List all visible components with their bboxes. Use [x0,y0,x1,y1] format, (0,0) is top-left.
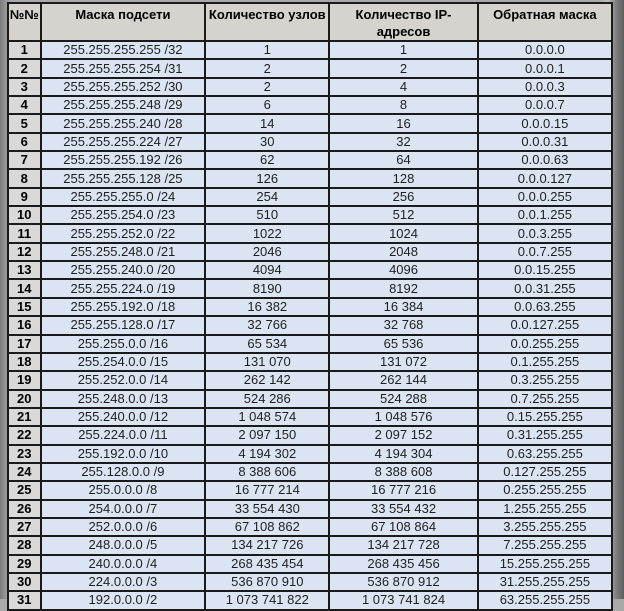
cell-ip-count: 16 [329,114,477,132]
cell-subnet-mask: 255.128.0.0 /9 [41,463,206,481]
cell-wildcard-mask: 0.127.255.255 [478,463,612,481]
cell-row-number: 24 [8,463,41,481]
table-row [8,133,612,151]
table-row [8,500,612,518]
cell-host-count: 134 217 726 [205,536,329,554]
cell-wildcard-mask: 0.255.255.255 [478,481,612,499]
table-row [8,335,612,353]
header-subnet-mask: Маска подсети [41,3,206,41]
table-row [8,59,612,77]
cell-wildcard-mask: 0.0.0.3 [478,78,612,96]
cell-ip-count: 8 [329,96,477,114]
cell-wildcard-mask: 0.0.0.127 [478,169,612,187]
cell-wildcard-mask: 0.0.127.255 [478,316,612,334]
cell-host-count: 1022 [205,224,329,242]
table-row [8,151,612,169]
header-host-count: Количество узлов [205,3,329,41]
cell-wildcard-mask: 0.1.255.255 [478,353,612,371]
cell-row-number: 26 [8,500,41,518]
cell-wildcard-mask: 0.0.1.255 [478,206,612,224]
cell-ip-count: 2048 [329,243,477,261]
cell-host-count: 1 048 574 [205,408,329,426]
cell-subnet-mask: 255.255.255.192 /26 [41,151,206,169]
cell-ip-count: 2 [329,59,477,77]
header-wildcard-mask: Обратная маска [478,3,612,41]
header-ip-count: Количество IP-адресов [329,3,477,41]
cell-row-number: 22 [8,426,41,444]
cell-subnet-mask: 255.255.255.252 /30 [41,78,206,96]
cell-wildcard-mask: 7.255.255.255 [478,536,612,554]
cell-row-number: 1 [8,41,41,59]
cell-ip-count: 8192 [329,279,477,297]
table-row [8,279,612,297]
cell-subnet-mask: 255.224.0.0 /11 [41,426,206,444]
cell-ip-count: 536 870 912 [329,573,477,591]
cell-subnet-mask: 255.255.240.0 /20 [41,261,206,279]
table-row [8,555,612,573]
table-header [8,3,612,41]
cell-wildcard-mask: 0.0.63.255 [478,298,612,316]
cell-row-number: 4 [8,96,41,114]
table-row [8,408,612,426]
table-row [8,96,612,114]
cell-ip-count: 67 108 864 [329,518,477,536]
cell-subnet-mask: 254.0.0.0 /7 [41,500,206,518]
cell-host-count: 254 [205,188,329,206]
cell-wildcard-mask: 0.0.0.63 [478,151,612,169]
cell-host-count: 33 554 430 [205,500,329,518]
cell-subnet-mask: 255.255.255.224 /27 [41,133,206,151]
cell-subnet-mask: 255.255.255.255 /32 [41,41,206,59]
cell-host-count: 131 070 [205,353,329,371]
header-row [8,3,612,41]
cell-wildcard-mask: 0.15.255.255 [478,408,612,426]
cell-host-count: 14 [205,114,329,132]
cell-ip-count: 32 [329,133,477,151]
cell-subnet-mask: 255.240.0.0 /12 [41,408,206,426]
cell-ip-count: 128 [329,169,477,187]
cell-wildcard-mask: 0.0.7.255 [478,243,612,261]
cell-row-number: 20 [8,390,41,408]
cell-host-count: 524 286 [205,390,329,408]
cell-wildcard-mask: 0.0.0.31 [478,133,612,151]
cell-host-count: 268 435 454 [205,555,329,573]
cell-subnet-mask: 255.254.0.0 /15 [41,353,206,371]
cell-wildcard-mask: 3.255.255.255 [478,518,612,536]
cell-subnet-mask: 255.248.0.0 /13 [41,390,206,408]
table-row [8,243,612,261]
header-row-number: №№ [8,3,41,41]
cell-host-count: 4094 [205,261,329,279]
cell-host-count: 16 382 [205,298,329,316]
cell-host-count: 30 [205,133,329,151]
cell-subnet-mask: 224.0.0.0 /3 [41,573,206,591]
cell-subnet-mask: 255.255.255.240 /28 [41,114,206,132]
cell-host-count: 65 534 [205,335,329,353]
table-row [8,78,612,96]
cell-row-number: 8 [8,169,41,187]
cell-ip-count: 1 073 741 824 [329,591,477,609]
cell-ip-count: 65 536 [329,335,477,353]
cell-host-count: 1 [205,41,329,59]
cell-ip-count: 64 [329,151,477,169]
cell-row-number: 5 [8,114,41,132]
table-row [8,188,612,206]
cell-row-number: 19 [8,371,41,389]
cell-row-number: 2 [8,59,41,77]
table-row [8,114,612,132]
table-row [8,261,612,279]
cell-host-count: 2 097 150 [205,426,329,444]
cell-row-number: 13 [8,261,41,279]
cell-wildcard-mask: 0.63.255.255 [478,445,612,463]
cell-row-number: 7 [8,151,41,169]
cell-wildcard-mask: 0.0.0.15 [478,114,612,132]
cell-row-number: 6 [8,133,41,151]
cell-ip-count: 1 048 576 [329,408,477,426]
subnet-table-body [8,41,612,610]
cell-wildcard-mask: 15.255.255.255 [478,555,612,573]
cell-wildcard-mask: 0.0.3.255 [478,224,612,242]
cell-ip-count: 1024 [329,224,477,242]
cell-row-number: 27 [8,518,41,536]
cell-row-number: 23 [8,445,41,463]
cell-host-count: 1 073 741 822 [205,591,329,609]
cell-row-number: 15 [8,298,41,316]
cell-host-count: 4 194 302 [205,445,329,463]
cell-wildcard-mask: 1.255.255.255 [478,500,612,518]
cell-wildcard-mask: 0.0.0.7 [478,96,612,114]
cell-wildcard-mask: 0.0.15.255 [478,261,612,279]
table-row [8,573,612,591]
cell-row-number: 3 [8,78,41,96]
table-row [8,206,612,224]
table-row [8,536,612,554]
cell-subnet-mask: 248.0.0.0 /5 [41,536,206,554]
table-row [8,426,612,444]
cell-ip-count: 4 [329,78,477,96]
cell-host-count: 62 [205,151,329,169]
cell-host-count: 2 [205,59,329,77]
cell-row-number: 29 [8,555,41,573]
table-row [8,591,612,609]
cell-host-count: 16 777 214 [205,481,329,499]
subnet-mask-table [7,2,613,611]
cell-subnet-mask: 255.0.0.0 /8 [41,481,206,499]
cell-subnet-mask: 255.255.255.248 /29 [41,96,206,114]
cell-subnet-mask: 240.0.0.0 /4 [41,555,206,573]
cell-ip-count: 2 097 152 [329,426,477,444]
table-row [8,463,612,481]
table-row [8,518,612,536]
cell-row-number: 18 [8,353,41,371]
cell-ip-count: 262 144 [329,371,477,389]
table-row [8,224,612,242]
cell-ip-count: 4096 [329,261,477,279]
cell-row-number: 11 [8,224,41,242]
cell-host-count: 8190 [205,279,329,297]
cell-subnet-mask: 255.255.252.0 /22 [41,224,206,242]
cell-ip-count: 1 [329,41,477,59]
cell-ip-count: 32 768 [329,316,477,334]
cell-wildcard-mask: 0.0.255.255 [478,335,612,353]
cell-host-count: 32 766 [205,316,329,334]
cell-row-number: 21 [8,408,41,426]
cell-row-number: 10 [8,206,41,224]
cell-row-number: 31 [8,591,41,609]
cell-host-count: 536 870 910 [205,573,329,591]
cell-host-count: 67 108 862 [205,518,329,536]
cell-ip-count: 8 388 608 [329,463,477,481]
table-row [8,353,612,371]
cell-wildcard-mask: 31.255.255.255 [478,573,612,591]
cell-row-number: 14 [8,279,41,297]
cell-ip-count: 4 194 304 [329,445,477,463]
cell-subnet-mask: 192.0.0.0 /2 [41,591,206,609]
cell-row-number: 16 [8,316,41,334]
cell-wildcard-mask: 63.255.255.255 [478,591,612,609]
table-row [8,41,612,59]
cell-subnet-mask: 255.255.192.0 /18 [41,298,206,316]
cell-wildcard-mask: 0.0.31.255 [478,279,612,297]
table-row [8,445,612,463]
cell-ip-count: 268 435 456 [329,555,477,573]
table-row [8,169,612,187]
cell-subnet-mask: 255.255.254.0 /23 [41,206,206,224]
cell-subnet-mask: 255.252.0.0 /14 [41,371,206,389]
cell-ip-count: 256 [329,188,477,206]
cell-subnet-mask: 255.255.255.254 /31 [41,59,206,77]
cell-ip-count: 131 072 [329,353,477,371]
cell-subnet-mask: 255.255.224.0 /19 [41,279,206,297]
cell-wildcard-mask: 0.0.0.0 [478,41,612,59]
cell-row-number: 17 [8,335,41,353]
cell-host-count: 2046 [205,243,329,261]
cell-host-count: 2 [205,78,329,96]
cell-host-count: 262 142 [205,371,329,389]
cell-ip-count: 134 217 728 [329,536,477,554]
cell-wildcard-mask: 0.7.255.255 [478,390,612,408]
cell-ip-count: 16 777 216 [329,481,477,499]
cell-row-number: 28 [8,536,41,554]
cell-row-number: 9 [8,188,41,206]
cell-row-number: 12 [8,243,41,261]
cell-wildcard-mask: 0.31.255.255 [478,426,612,444]
cell-subnet-mask: 255.192.0.0 /10 [41,445,206,463]
cell-ip-count: 512 [329,206,477,224]
cell-subnet-mask: 255.255.255.0 /24 [41,188,206,206]
cell-subnet-mask: 255.255.248.0 /21 [41,243,206,261]
cell-subnet-mask: 255.255.0.0 /16 [41,335,206,353]
table-row [8,298,612,316]
cell-row-number: 30 [8,573,41,591]
cell-host-count: 510 [205,206,329,224]
table-row [8,371,612,389]
cell-wildcard-mask: 0.3.255.255 [478,371,612,389]
cell-subnet-mask: 255.255.255.128 /25 [41,169,206,187]
cell-ip-count: 16 384 [329,298,477,316]
cell-host-count: 126 [205,169,329,187]
table-row [8,316,612,334]
cell-wildcard-mask: 0.0.0.255 [478,188,612,206]
table-row [8,390,612,408]
cell-row-number: 25 [8,481,41,499]
table-row [8,481,612,499]
cell-host-count: 8 388 606 [205,463,329,481]
cell-wildcard-mask: 0.0.0.1 [478,59,612,77]
cell-subnet-mask: 255.255.128.0 /17 [41,316,206,334]
cell-subnet-mask: 252.0.0.0 /6 [41,518,206,536]
cell-ip-count: 524 288 [329,390,477,408]
cell-host-count: 6 [205,96,329,114]
cell-ip-count: 33 554 432 [329,500,477,518]
